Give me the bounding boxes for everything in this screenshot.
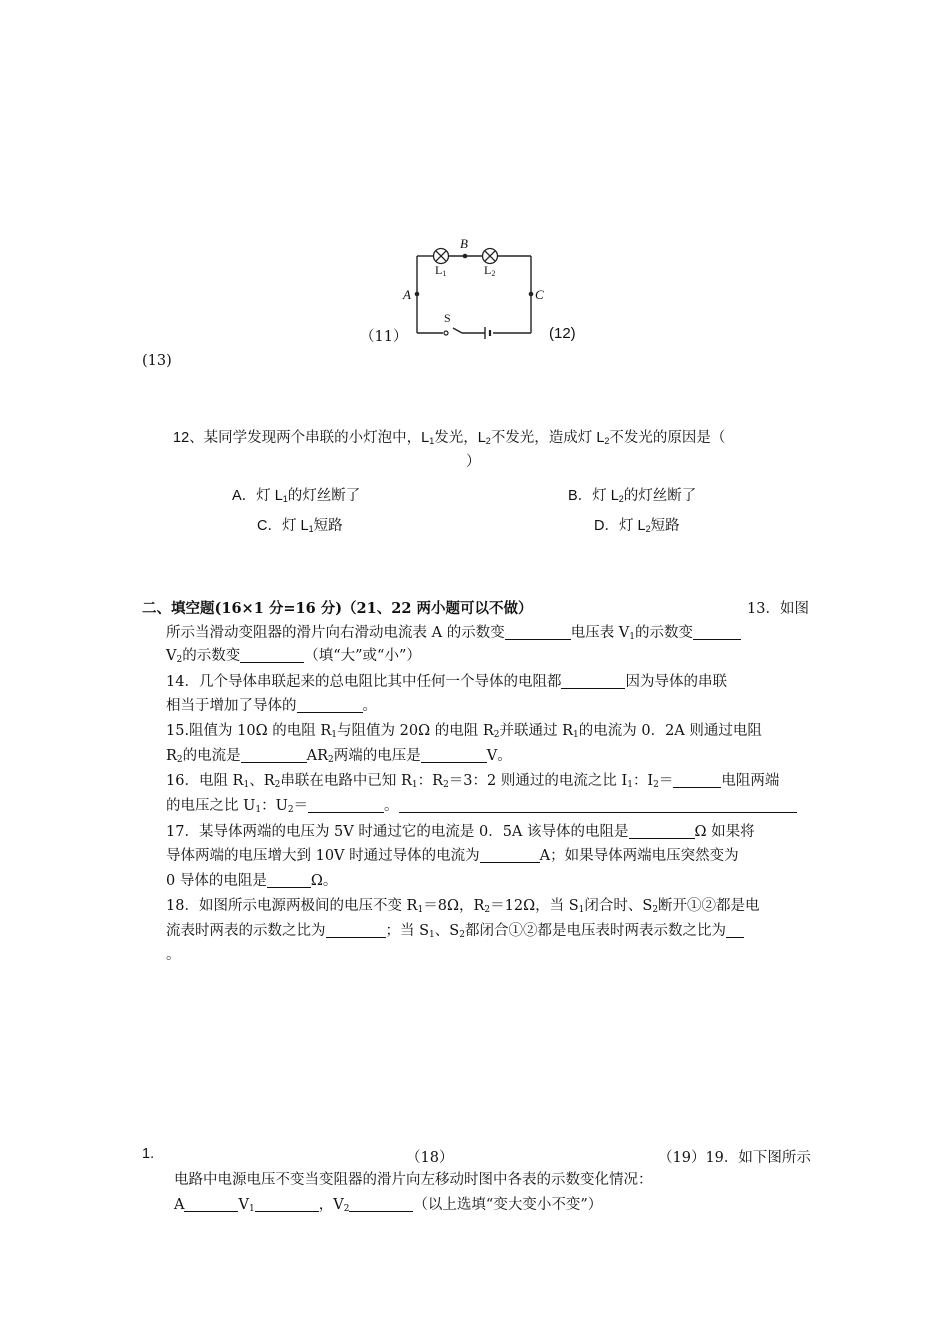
label-s: S — [444, 311, 451, 325]
q17-line-3: 0 导体的电阻是 Ω。 — [166, 873, 338, 889]
q17-line-2: 导体两端的电压增大到 10V 时通过导体的电流为 A；如果导体两端电压突然变为 — [166, 848, 739, 864]
q14-line-1: 14．几个导体串联起来的总电阻比其中任何一个导体的电阻都 因为导体的串联 — [166, 674, 727, 690]
answer-blank[interactable] — [561, 674, 625, 689]
answer-blank[interactable] — [326, 923, 386, 938]
q18-line-3: 。 — [166, 947, 181, 963]
point-b-dot — [463, 254, 468, 259]
q13-line-1: 所示当滑动变阻器的滑片向右滑动电流表 A 的示数变 电压表 $V_1$的示数变 — [166, 623, 741, 647]
point-a-dot — [415, 292, 420, 297]
point-c-dot — [529, 292, 534, 297]
answer-blank[interactable] — [629, 824, 695, 839]
q13-start: 13．如图 — [747, 601, 809, 617]
figure-number-11: （11） — [360, 329, 408, 345]
answer-blank[interactable] — [308, 798, 384, 813]
q15-line-1: 15.阻值为 10Ω 的电阻 $R_1$与阻值为 20Ω 的电阻 $R_2$并联通过 $R_1$的电流为 0．2A 则通过电阻 — [166, 723, 762, 740]
answer-blank[interactable] — [693, 625, 741, 640]
answer-blank-a[interactable] — [184, 1197, 238, 1212]
q12-stem: 12、某同学发现两个串联的小灯泡中，$L_1$发光，$L_2$不发光，造成灯 $L_2$不发光的原因是（ — [173, 430, 726, 446]
answer-blank[interactable] — [421, 748, 487, 763]
answer-blank[interactable] — [240, 648, 304, 663]
q15-line-2: $R_2$的电流是 $AR_2$两端的电压是 V。 — [166, 748, 512, 765]
label-l1-sub: 1 — [442, 269, 447, 278]
switch-pivot-dot — [444, 331, 448, 335]
q17-line-1: 17．某导体两端的电压为 5V 时通过它的电流是 0．5A 该导体的电阻是 Ω 如果将 — [166, 824, 755, 840]
answer-blank[interactable] — [673, 773, 721, 788]
q16-line-2: 的电压之比 $U_1$：$U_2=$ 。 — [166, 796, 797, 820]
answer-blank-v2[interactable] — [349, 1197, 413, 1212]
figure-number-13: (13) — [142, 353, 172, 369]
circuit-diagram — [400, 236, 550, 346]
answer-blank-extension — [399, 798, 797, 813]
section-2-heading: 二、填空题(16×1 分=16 分)（21、22 两小题可以不做） — [142, 600, 533, 617]
q12-option-a: A．灯 $L_1$的灯丝断了 — [232, 488, 361, 504]
answer-blank[interactable] — [505, 625, 571, 640]
label-b: B — [460, 236, 468, 251]
q12-option-c: C．灯 $L_1$短路 — [257, 518, 343, 534]
figure-number-12: (12) — [549, 325, 576, 342]
q19-line-2: A $V_1$ ，$V_2$ （以上选填“变大变小不变”） — [174, 1197, 603, 1214]
q12-stem-close: ） — [466, 454, 481, 470]
q18-line-2: 流表时两表的示数之比为 ；当 $S_1$、$S_2$都闭合①②都是电压表时两表示数之比为 — [166, 921, 744, 945]
figure-number-19-and-q19-start: （19）19．如下图所示 — [658, 1150, 811, 1166]
svg-text:L2 — [484, 263, 495, 278]
q12-option-b: B．灯 $L_2$的灯丝断了 — [568, 488, 697, 504]
label-a: A — [403, 287, 411, 302]
q19-line-1: 电路中电源电压不变当变阻器的滑片向左移动时图中各表的示数变化情况： — [174, 1172, 653, 1188]
answer-blank[interactable] — [267, 873, 311, 888]
svg-text:L1 — [435, 263, 446, 278]
q16-line-1: 16．电阻 $R_1$、$R_2$串联在电路中已知 $R_1$：$R_2=3$：2 则通过的电流之比 $I_1$：$I_2=$ 电阻两端 — [166, 773, 780, 790]
answer-blank[interactable] — [480, 848, 540, 863]
answer-blank-v1[interactable] — [255, 1197, 319, 1212]
label-l1: L — [435, 263, 443, 277]
q14-line-2: 相当于增加了导体的 。 — [166, 698, 377, 714]
q13-line-2: $V_2$的示数变 （填“大”或“小”） — [166, 648, 421, 665]
answer-blank[interactable] — [297, 698, 363, 713]
label-l2: L — [484, 263, 492, 277]
label-l2-sub: 2 — [491, 269, 496, 278]
q12-option-d: D．灯 $L_2$短路 — [594, 518, 680, 534]
label-c: C — [535, 287, 544, 302]
figure-number-18: （18） — [406, 1150, 454, 1166]
answer-blank[interactable] — [241, 748, 307, 763]
lamp-l1-icon — [434, 249, 449, 264]
item-number-1: 1. — [142, 1146, 155, 1162]
answer-blank[interactable] — [726, 923, 744, 938]
lamp-l2-icon — [483, 249, 498, 264]
q18-line-1: 18．如图所示电源两极间的电压不变 $R_1=8\Omega$，$R_2=12\Omega$，当 $S_1$闭合时、$S_2$断开①②都是电 — [166, 898, 760, 915]
